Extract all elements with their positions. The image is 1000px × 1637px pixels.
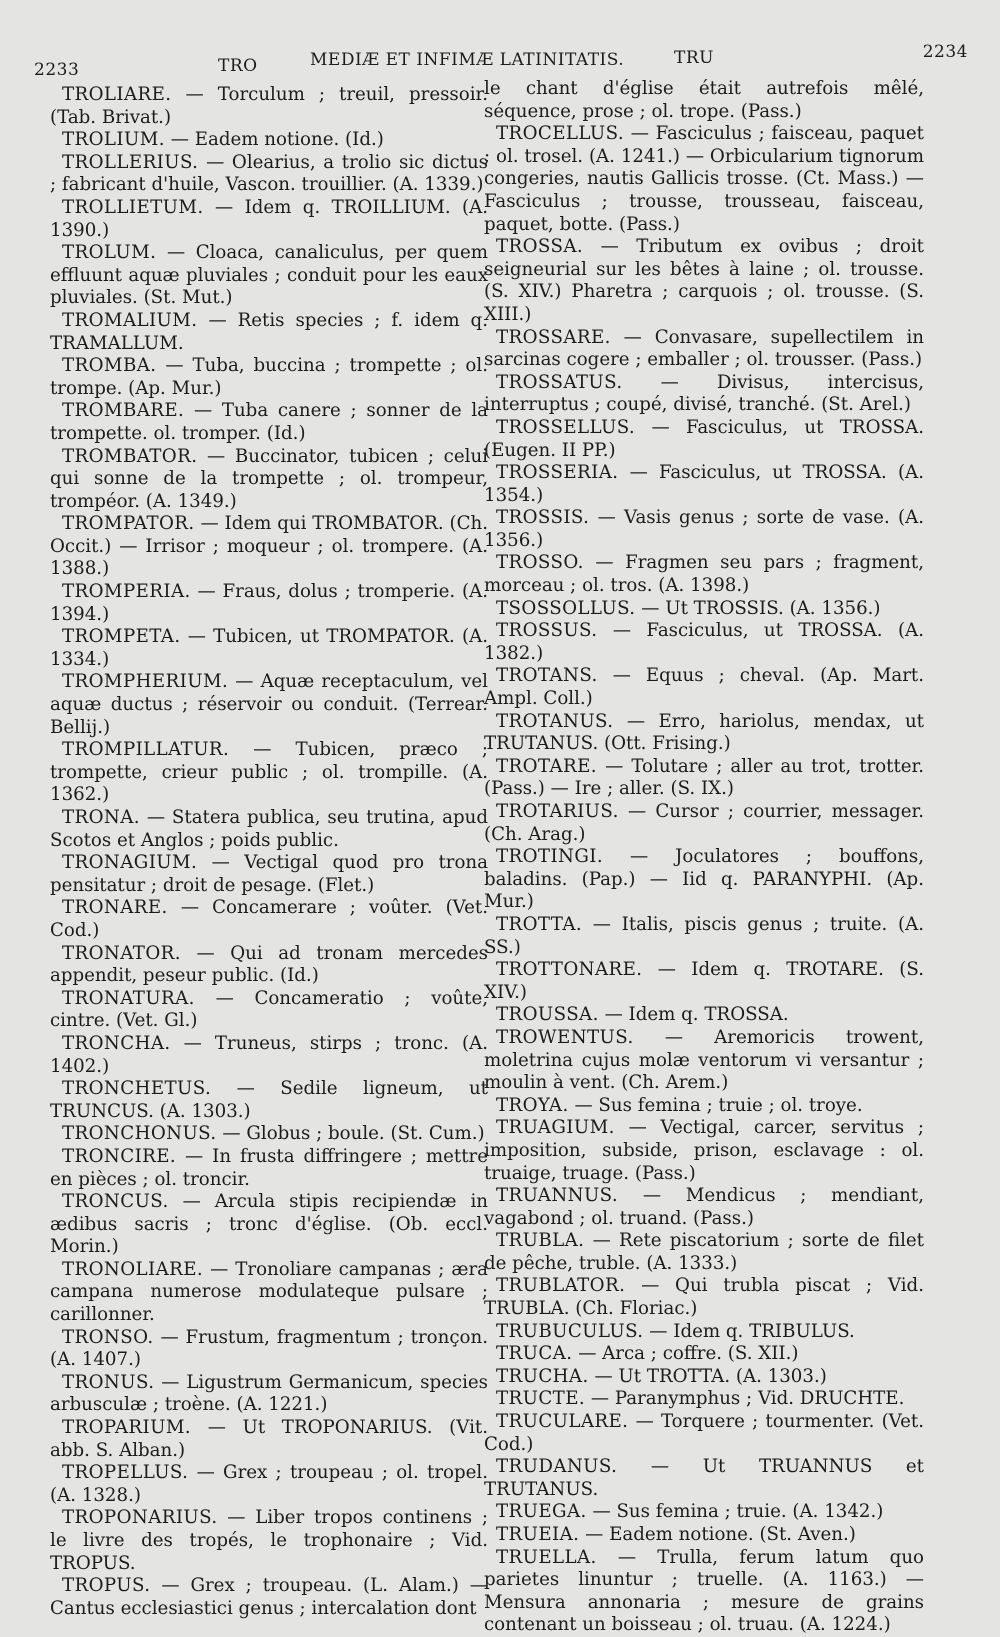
dictionary-entry — [484, 1411, 924, 1456]
definition: — Idem q. TROILLIUM. (A. 1390.) — [50, 196, 488, 241]
dictionary-entry — [484, 959, 924, 1004]
definition: — Idem qui TROMBATOR. (Ch. Occit.) — Irrisor ; moqueur ; ol. trompere. (A. 1388.) — [50, 513, 488, 580]
headword: TROMBARE. — [62, 400, 185, 422]
dictionary-entry — [484, 1524, 924, 1547]
headword: TROMBA. — [62, 355, 157, 377]
definition: — Aremoricis trowent, moletrina cujus molæ ventorum vi versantur ; moulin à vent. (Ch. Arem.) — [484, 1026, 924, 1094]
headword: TRUAGIUM. — [496, 1117, 615, 1139]
dictionary-entry — [484, 123, 924, 236]
definition: — Truneus, stirps ; tronc. (A. 1402.) — [50, 1032, 488, 1077]
headword: TRONCUS. — [62, 1191, 169, 1213]
headword: TRONCIRE. — [62, 1145, 177, 1167]
definition: — Idem q. TROSSA. — [604, 1004, 789, 1026]
definition: — Rete piscatorium ; sorte de filet de pêche, truble. (A. 1333.) — [484, 1230, 924, 1274]
headword: TROLLIETUM. — [62, 196, 204, 218]
dictionary-entry — [50, 1575, 488, 1620]
headword: TROPARIUM. — [62, 1417, 192, 1439]
dictionary-entry — [50, 197, 488, 242]
dictionary-entry — [50, 897, 488, 942]
dictionary-entry — [50, 1191, 488, 1259]
dictionary-entry — [50, 988, 488, 1033]
dictionary-entry — [50, 310, 488, 355]
left-column — [50, 84, 488, 1620]
definition: — Vectigal quod pro trona pensitatur ; droit de pesage. (Flet.) — [50, 852, 488, 896]
definition: — Fasciculus, ut TROSSA. (A. 1354.) — [484, 462, 924, 506]
definition: — Aquæ receptaculum, vel aquæ ductus ; réservoir ou conduit. (Terrear. Bellij.) — [50, 671, 488, 738]
headword: TROSSO. — [496, 552, 584, 574]
definition: — Joculatores ; bouffons, baladins. (Pap.) — Iid q. PARANYPHI. (Ap. Mur.) — [484, 846, 924, 913]
headword: TRONUS. — [62, 1371, 155, 1393]
headword: TRONA. — [62, 807, 140, 828]
headword: TROCELLUS. — [496, 123, 625, 145]
definition: — Tributum ex ovibus ; droit seigneurial sur les bêtes à laine ; ol. trousse. (S. XIV.) Pharetra ; carquois ; ol. trousse. (S. XIII.) — [484, 236, 924, 325]
definition: — Ligustrum Germanicum, species arbusculæ ; troène. (A. 1221.) — [50, 1371, 488, 1416]
definition: — Tolutare ; aller au trot, trotter. (Pass.) — Ire ; aller. (S. IX.) — [484, 755, 924, 800]
headword: TROPELLUS. — [62, 1462, 189, 1484]
headword: TRONOLIARE. — [62, 1258, 204, 1280]
definition: — Ut TROPONARIUS. (Vit. abb. S. Alban.) — [50, 1417, 488, 1461]
headword: TROSSELLUS. — [496, 416, 636, 438]
headword: TRUELLA. — [496, 1546, 597, 1568]
dictionary-entry — [50, 1507, 488, 1575]
definition: — Ut TRUANNUS et TRUTANUS. — [484, 1456, 924, 1500]
dictionary-entry — [484, 711, 924, 756]
headword: TROPONARIUS. — [62, 1507, 218, 1529]
definition: — Cloaca, canaliculus, per quem effluunt aquæ pluviales ; conduit pour les eaux pluviales. (St. Mut.) — [50, 242, 488, 309]
definition: — Trulla, ferum latum quo parietes linuntur ; truelle. (A. 1163.) — Mensura annonaria ; mesure de grains contenant un boisseau ; ol. truau. (A. 1224.) — [484, 1546, 924, 1636]
dictionary-entry — [50, 1417, 488, 1462]
headword: TROMBATOR. — [62, 445, 198, 467]
headword: TROSSIS. — [496, 507, 590, 529]
dictionary-entry — [50, 807, 488, 852]
left-page-number: 2233 — [34, 60, 80, 80]
running-header — [30, 42, 970, 78]
dictionary-entry — [484, 914, 924, 959]
definition: — Buccinator, tubicen ; celui qui sonne de la trompette ; ol. trompeur, trompéor. (A. 1349.) — [50, 445, 488, 512]
dictionary-entry — [50, 581, 488, 626]
dictionary-entry — [484, 462, 924, 507]
left-guide-word: TRO — [218, 56, 258, 76]
headword: TRONATOR. — [62, 942, 181, 964]
definition: — Fasciculus ; faisceau, paquet ; ol. trosel. (A. 1241.) — Orbicularium tignorum congeries, nautis Gallicis trosse. (Ct. Mass.) — Fasciculus ; trousse, trousseau, faisceau, paquet, botte. (Pass.) — [484, 123, 924, 235]
definition: — Frustum, fragmentum ; tronçon. (A. 1407.) — [50, 1326, 488, 1371]
headword: TRONATURA. — [62, 987, 195, 1009]
definition: — Tubicen, præco ; trompette, crieur public ; ol. trompille. (A. 1362.) — [50, 739, 488, 806]
definition: — Arca ; coffre. (S. XII.) — [578, 1343, 799, 1365]
headword: TRUCULARE. — [496, 1411, 629, 1433]
definition: — Convasare, supellectilem in sarcinas cogere ; emballer ; ol. trousser. (Pass.) — [484, 326, 924, 371]
headword: TROTINGI. — [496, 846, 604, 868]
definition: — Liber tropos continens ; le livre des tropés, le trophonaire ; Vid. TROPUS. — [50, 1507, 488, 1574]
headword: TROTTONARE. — [496, 959, 643, 981]
dictionary-entry — [50, 626, 488, 671]
dictionary-entry — [484, 1321, 924, 1344]
headword: TROTANS. — [496, 665, 598, 687]
dictionary-entry — [50, 129, 488, 152]
definition: — Qui ad tronam mercedes appendit, peseur public. (Id.) — [50, 942, 488, 987]
dictionary-entry — [484, 1366, 924, 1389]
headword: TRUBUCULUS. — [496, 1320, 644, 1342]
dictionary-entry — [50, 152, 488, 197]
definition: — Fasciculus, ut TROSSA. (A. 1382.) — [484, 620, 924, 664]
dictionary-entry — [50, 1033, 488, 1078]
headword: TROSSATUS. — [496, 371, 623, 393]
headword: TROYA. — [496, 1094, 569, 1116]
dictionary-entry — [484, 1117, 924, 1185]
headword: TROLIARE. — [62, 84, 172, 105]
definition: — Erro, hariolus, mendax, ut TRUTANUS. (Ott. Frising.) — [484, 710, 924, 755]
definition: — Vasis genus ; sorte de vase. (A. 1356.) — [484, 507, 924, 551]
definition: — Cursor ; courrier, messager. (Ch. Arag.) — [484, 801, 924, 845]
headword: TRUCTE. — [496, 1388, 586, 1410]
definition: — Grex ; troupeau ; ol. tropel. (A. 1328.) — [50, 1462, 488, 1506]
dictionary-entry — [50, 84, 488, 129]
headword: TROLIUM. — [62, 129, 165, 151]
definition: le chant d'église était autrefois mêlé, séquence, prose ; ol. trope. (Pass.) — [484, 78, 924, 122]
dictionary-entry — [484, 552, 924, 597]
definition: — Eadem notione. (Id.) — [170, 129, 384, 151]
definition: — Globus ; boule. (St. Cum.) — [222, 1123, 485, 1145]
definition: — Qui trubla piscat ; Vid. TRUBLA. (Ch. Floriac.) — [484, 1275, 924, 1320]
definition: — In frusta diffringere ; mettre en pièces ; ol. troncir. — [50, 1145, 488, 1190]
dictionary-entry — [484, 1095, 924, 1118]
dictionary-entry — [484, 507, 924, 552]
dictionary-entry — [484, 327, 924, 372]
definition: — Statera publica, seu trutina, apud Scotos et Anglos ; poids public. — [50, 807, 488, 851]
headword: TROMPHERIUM. — [62, 671, 229, 693]
definition: — Ut TROTTA. (A. 1303.) — [594, 1365, 827, 1387]
headword: TROPUS. — [62, 1575, 151, 1597]
definition: — Fasciculus, ut TROSSA. (Eugen. II PP.) — [484, 416, 924, 461]
dictionary-entry — [484, 1027, 924, 1095]
dictionary-entry — [50, 446, 488, 514]
definition: — Fragmen seu pars ; fragment, morceau ; ol. tros. (A. 1398.) — [484, 552, 924, 597]
running-title: MEDIÆ ET INFIMÆ LATINITATIS. — [310, 50, 625, 70]
definition: — Divisus, intercisus, interruptus ; coupé, divisé, tranché. (St. Arel.) — [484, 371, 924, 416]
definition: — Olearius, a trolio sic dictus ; fabricant d'huile, Vascon. trouillier. (A. 1339.) — [50, 151, 488, 196]
definition: — Tuba, buccina ; trompette ; ol. trompe. (Ap. Mur.) — [50, 355, 488, 399]
dictionary-entry — [484, 417, 924, 462]
definition: — Torquere ; tourmenter. (Vet. Cod.) — [484, 1411, 924, 1455]
dictionary-entry — [484, 801, 924, 846]
headword: TROLLERIUS. — [62, 151, 199, 173]
definition: — Eadem notione. (St. Aven.) — [585, 1524, 856, 1545]
headword: TRONCHONUS. — [62, 1123, 217, 1145]
definition: — Tronoliare campanas ; æra campana numerose modulateque pulsare ; carillonner. — [50, 1258, 488, 1326]
definition: — Sus femina ; truie. (A. 1342.) — [592, 1501, 884, 1523]
dictionary-entry — [484, 372, 924, 417]
headword: TROSSUS. — [496, 620, 598, 642]
dictionary-entry — [50, 400, 488, 445]
definition: — Retis species ; f. idem q. TRAMALLUM. — [50, 309, 488, 354]
dictionary-entry — [484, 756, 924, 801]
dictionary-entry — [50, 513, 488, 581]
definition: — Sus femina ; truie ; ol. troye. — [574, 1094, 863, 1116]
headword: TROSSERIA. — [496, 462, 619, 484]
dictionary-entry — [484, 1230, 924, 1275]
dictionary-entry — [484, 665, 924, 710]
definition: — Mendicus ; mendiant, vagabond ; ol. truand. (Pass.) — [484, 1185, 924, 1229]
dictionary-entry — [50, 355, 488, 400]
dictionary-entry — [50, 1123, 488, 1146]
headword: TROMPETA. — [62, 626, 181, 648]
headword: TROMALIUM. — [62, 309, 198, 331]
headword: TRUANNUS. — [496, 1185, 619, 1207]
headword: TRUBLATOR. — [496, 1275, 626, 1297]
definition: — Idem q. TRIBULUS. — [649, 1320, 855, 1342]
dictionary-entry — [484, 846, 924, 914]
headword: TRONCHETUS. — [62, 1078, 212, 1100]
headword: TRONCHA. — [62, 1032, 171, 1054]
dictionary-entry — [484, 1275, 924, 1320]
right-column — [484, 78, 924, 1637]
definition: — Tubicen, ut TROMPATOR. (A. 1334.) — [50, 626, 488, 670]
headword: TRUEIA. — [496, 1524, 580, 1545]
dictionary-entry — [50, 852, 488, 897]
definition: — Arcula stipis recipiendæ in ædibus sacris ; tronc d'église. (Ob. eccl. Morin.) — [50, 1191, 488, 1258]
dictionary-entry — [50, 1372, 488, 1417]
definition: — Paranymphus ; Vid. DRUCHTE. — [590, 1388, 905, 1410]
definition: — Italis, piscis genus ; truite. (A. SS.) — [484, 913, 924, 958]
dictionary-entry — [484, 1456, 924, 1501]
definition: — Ut TROSSIS. (A. 1356.) — [641, 597, 881, 619]
headword: TROWENTUS. — [496, 1026, 634, 1048]
headword: TROTANUS. — [496, 710, 614, 732]
headword: TROUSSA. — [496, 1004, 599, 1026]
right-page-number: 2234 — [922, 42, 968, 62]
dictionary-entry — [484, 78, 924, 123]
definition: — Tuba canere ; sonner de la trompette. ol. tromper. (Id.) — [50, 400, 488, 444]
dictionary-entry — [484, 1004, 924, 1027]
headword: TRONSO. — [62, 1326, 154, 1348]
dictionary-entry — [484, 1185, 924, 1230]
dictionary-entry — [484, 1343, 924, 1366]
dictionary-entry — [484, 236, 924, 326]
headword: TRUEGA. — [496, 1501, 587, 1523]
headword: TRUBLA. — [496, 1230, 585, 1252]
headword: TRUCA. — [496, 1343, 573, 1365]
dictionary-entry — [50, 671, 488, 739]
dictionary-entry — [484, 1501, 924, 1524]
dictionary-entry — [484, 620, 924, 665]
dictionary-entry — [50, 1146, 488, 1191]
definition: — Grex ; troupeau. (L. Alam.) — Cantus ecclesiastici genus ; intercalation dont — [50, 1575, 488, 1619]
headword: TROTARIUS. — [496, 801, 619, 822]
dictionary-entry — [50, 943, 488, 988]
definition: — Torculum ; treuil, pressoir. (Tab. Brivat.) — [50, 84, 488, 128]
headword: TRONARE. — [62, 897, 168, 919]
definition: — Concameratio ; voûte, cintre. (Vet. Gl.) — [50, 987, 488, 1032]
headword: TRONAGIUM. — [62, 852, 198, 874]
headword: TROMPILLATUR. — [62, 739, 230, 761]
definition: — Equus ; cheval. (Ap. Mart. Ampl. Coll.) — [484, 665, 924, 710]
headword: TRUDANUS. — [496, 1456, 618, 1478]
headword: TROTTA. — [496, 913, 583, 935]
definition: — Concamerare ; voûter. (Vet. Cod.) — [50, 897, 488, 941]
headword: TRUCHA. — [496, 1365, 589, 1387]
dictionary-entry — [484, 1388, 924, 1411]
headword: TSOSSOLLUS. — [496, 597, 636, 619]
dictionary-entry — [50, 242, 488, 310]
definition: — Vectigal, carcer, servitus ; imposition, subside, prison, esclavage : ol. truaige, truage. (Pass.) — [484, 1117, 924, 1184]
dictionary-entry — [484, 1547, 924, 1637]
right-guide-word: TRU — [674, 48, 714, 68]
headword: TROMPATOR. — [62, 513, 195, 535]
dictionary-entry — [50, 1259, 488, 1327]
dictionary-entry — [50, 1327, 488, 1372]
definition: — Idem q. TROTARE. (S. XIV.) — [484, 959, 924, 1003]
headword: TROTARE. — [496, 755, 597, 777]
headword: TROLUM. — [62, 242, 157, 264]
headword: TROMPERIA. — [62, 581, 191, 603]
definition: — Fraus, dolus ; tromperie. (A. 1394.) — [50, 581, 488, 625]
definition: — Sedile ligneum, ut TRUNCUS. (A. 1303.) — [50, 1078, 488, 1122]
headword: TROSSARE. — [496, 326, 611, 348]
dictionary-entry — [50, 1078, 488, 1123]
dictionary-entry — [50, 1462, 488, 1507]
headword: TROSSA. — [496, 236, 584, 258]
dictionary-entry — [50, 739, 488, 807]
dictionary-entry — [484, 598, 924, 621]
